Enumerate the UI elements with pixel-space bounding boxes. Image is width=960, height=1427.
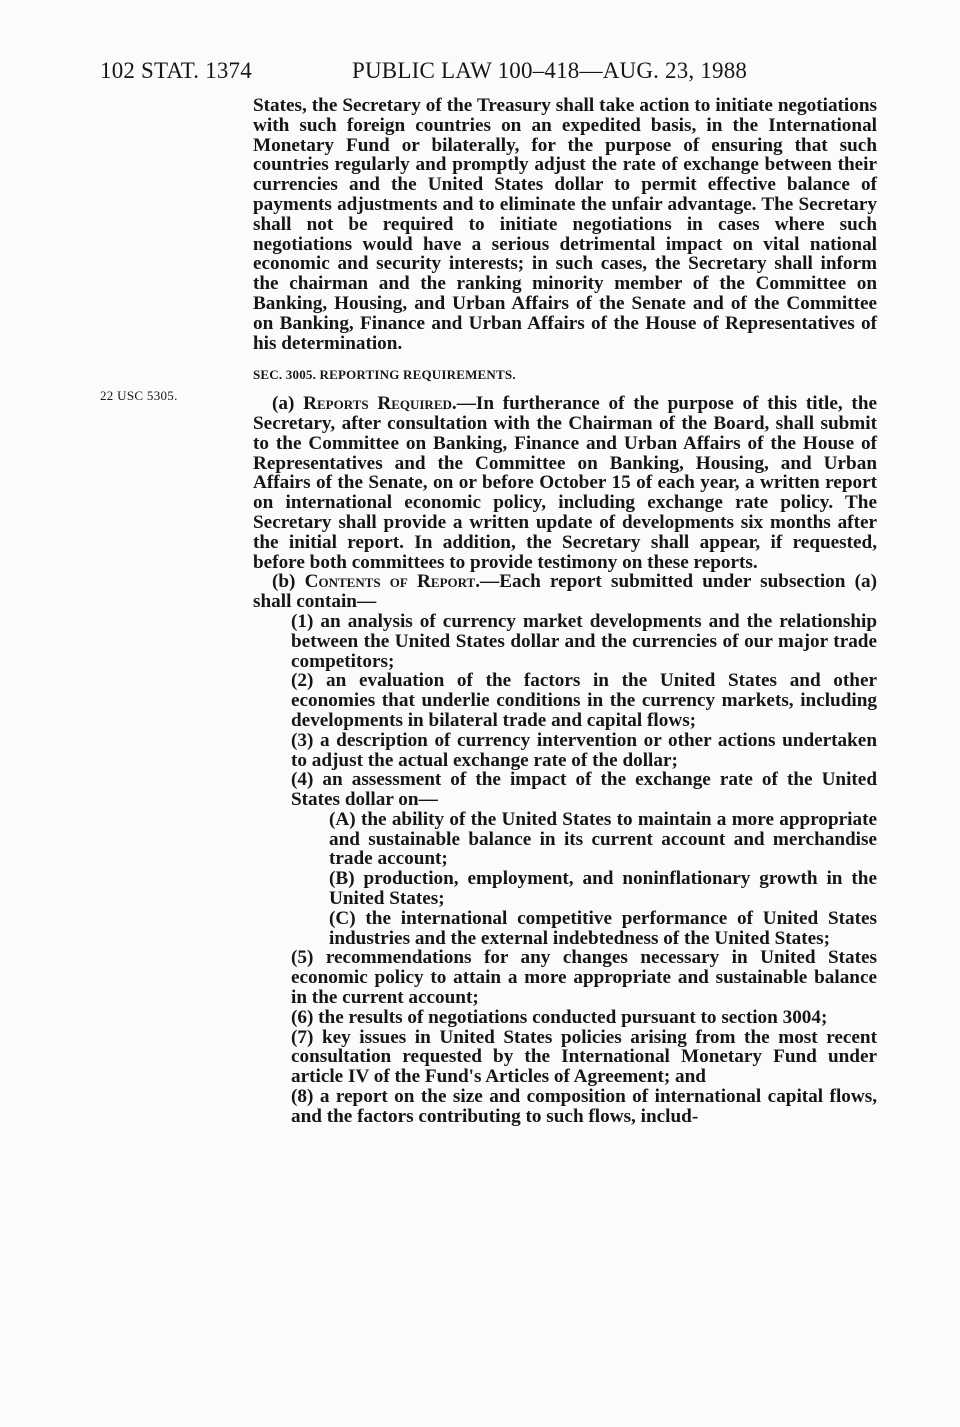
- public-law-citation: PUBLIC LAW 100–418—AUG. 23, 1988: [352, 58, 748, 83]
- list-item: (6) the results of negotiations conducted pursuant to section 3004;: [291, 1006, 828, 1028]
- list-item: (8) a report on the size and composition of international capital flows, and the factors contributing to such flows, includ-: [291, 1086, 877, 1127]
- subsection-a-label: (a): [272, 393, 304, 415]
- list-item: (2) an evaluation of the factors in the United States and other economies that underlie conditions in the currency markets, including developments in bilateral trade and capital flows;: [291, 670, 877, 731]
- list-item: (1) an analysis of currency market developments and the relationship between the United States dollar and the currencies of our major trade competitors;: [291, 610, 877, 672]
- subsection-a-text: .—In furtherance of the purpose of this title, the Secretary, after consultation with the Chairman of the Board, shall submit to the Committee on Banking, Finance and Urban Affairs of the House of Representatives and the Committee on Banking, Housing, and Urban Affairs of the Senate, on or before October 15 of each year, a written report on international economic policy, including exchange rate policy. The Secretary shall provide a written update of developments six months after the initial report. In addition, the Secretary shall appear, if requested, before both committees to provide testimony on these reports.: [253, 393, 878, 573]
- usc-margin-note: 22 USC 5305.: [100, 388, 178, 403]
- page-header: [100, 58, 880, 88]
- subsection-b-text: .—Each report submitted under subsection (a) shall contain—: [253, 571, 877, 613]
- list-item: (4) an assessment of the impact of the exchange rate of the United States dollar on—: [291, 769, 877, 811]
- sub-list-item: (B) production, employment, and noninflationary growth in the United States;: [329, 868, 877, 910]
- statute-page-number: 102 STAT. 1374: [100, 58, 252, 83]
- list-item: (7) key issues in United States policies arising from the most recent consultation requested by the International Monetary Fund under article IV of the Fund's Articles of Agreement; and: [291, 1026, 877, 1088]
- document-body: [253, 96, 877, 1127]
- sub-list-item: (C) the international competitive performance of United States industries and the external indebtedness of the United States;: [329, 907, 877, 949]
- subsection-b-heading: Contents of Report: [304, 571, 476, 593]
- subsection-a: [253, 394, 877, 572]
- list-item: (5) recommendations for any changes necessary in United States economic policy to attain a more appropriate and sustainable balance in the current account;: [291, 947, 877, 1009]
- list-item: (3) a description of currency intervention or other actions undertaken to adjust the actual exchange rate of the dollar;: [291, 729, 877, 771]
- subsection-b-label: (b): [272, 571, 305, 593]
- sub-list-item: (A) the ability of the United States to maintain a more appropriate and sustainable balance in its current account and merchandise trade account;: [329, 808, 877, 870]
- subsection-b: [253, 572, 877, 612]
- opening-paragraph: States, the Secretary of the Treasury shall take action to initiate negotiations with such foreign countries on an expedited basis, in the International Monetary Fund or bilaterally, for the purpose of ensuring that such countries regularly and promptly adjust the rate of exchange between their currencies and the United States dollar to permit effective balance of payments adjustments and to eliminate the unfair advantage. The Secretary shall not be required to initiate negotiations in cases where such negotiations would have a serious detrimental impact on vital national economic and security interests; in such cases, the Secretary shall inform the chairman and the ranking minority member of the Committee on Banking, Housing, and Urban Affairs of the Senate and of the Committee on Banking, Finance and Urban Affairs of the House of Representatives of his determination.: [253, 95, 877, 354]
- section-heading: SEC. 3005. REPORTING REQUIREMENTS.: [253, 367, 516, 383]
- subsection-a-heading: Reports Required: [303, 393, 452, 415]
